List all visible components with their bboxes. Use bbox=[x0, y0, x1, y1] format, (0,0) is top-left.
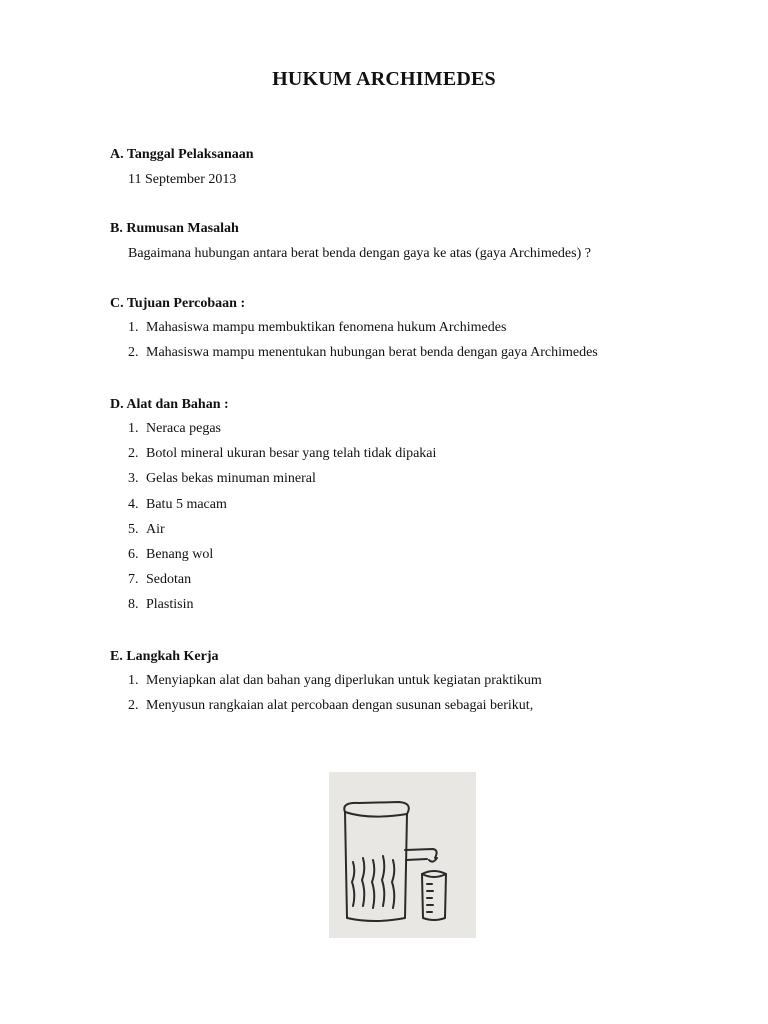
list-item-text: Sedotan bbox=[146, 572, 192, 588]
section-langkah-kerja bbox=[110, 648, 542, 722]
list-item-number: 1. bbox=[128, 673, 139, 688]
list-item-number: 2. bbox=[128, 446, 139, 462]
page-title: HUKUM ARCHIMEDES bbox=[272, 68, 496, 90]
section-tujuan-percobaan bbox=[110, 295, 598, 369]
list-item-number: 5. bbox=[128, 521, 139, 537]
list-item-text: Gelas bekas minuman mineral bbox=[146, 471, 316, 487]
list-item-number: 7. bbox=[128, 572, 139, 588]
list-item bbox=[128, 445, 436, 463]
section-heading: C. Tujuan Percobaan : bbox=[110, 296, 246, 311]
list-item-number: 6. bbox=[128, 546, 139, 562]
list-item bbox=[128, 596, 436, 614]
list-item bbox=[128, 420, 436, 438]
list-tujuan bbox=[128, 319, 598, 362]
section-alat-dan-bahan bbox=[110, 396, 436, 622]
list-item-text: Mahasiswa mampu menentukan hubungan berat benda dengan gaya Archimedes bbox=[146, 345, 598, 361]
list-item-text: Botol mineral ukuran besar yang telah tidak dipakai bbox=[146, 446, 437, 462]
list-item bbox=[128, 521, 436, 539]
list-item-number: 8. bbox=[128, 597, 139, 613]
list-item-number: 2. bbox=[128, 345, 139, 361]
list-item bbox=[128, 470, 436, 488]
list-item bbox=[128, 546, 436, 564]
list-item-text: Benang wol bbox=[146, 546, 214, 562]
list-item-text: Batu 5 macam bbox=[146, 496, 227, 512]
list-item bbox=[128, 672, 542, 690]
section-rumusan-masalah bbox=[110, 220, 591, 263]
spout-lower bbox=[406, 859, 427, 860]
section-heading: D. Alat dan Bahan : bbox=[110, 397, 229, 412]
list-item-number: 4. bbox=[128, 496, 139, 512]
list-item-text: Plastisin bbox=[146, 597, 194, 613]
spout-upper bbox=[405, 849, 437, 858]
list-item-text: Air bbox=[146, 521, 165, 537]
list-item bbox=[128, 319, 598, 337]
list-item bbox=[128, 496, 436, 514]
list-item bbox=[128, 571, 436, 589]
list-item-number: 1. bbox=[128, 421, 139, 436]
list-item bbox=[128, 344, 598, 362]
beaker-rim bbox=[422, 871, 446, 874]
list-item-number: 3. bbox=[128, 471, 139, 487]
section-text: 11 September 2013 bbox=[128, 172, 237, 187]
list-item bbox=[128, 697, 542, 715]
list-item-number: 1. bbox=[128, 320, 139, 335]
beaker-body bbox=[422, 874, 446, 920]
list-item-text: Menyusun rangkaian alat percobaan dengan susunan sebagai berikut, bbox=[146, 698, 534, 714]
list-alat-bahan bbox=[128, 420, 436, 614]
list-item-text: Neraca pegas bbox=[146, 421, 222, 436]
container-rim bbox=[344, 802, 409, 814]
apparatus-sketch-image bbox=[329, 772, 476, 938]
list-item-number: 2. bbox=[128, 698, 139, 714]
spout-tip bbox=[429, 858, 437, 862]
list-item-text: Mahasiswa mampu membuktikan fenomena hukum Archimedes bbox=[146, 320, 507, 335]
section-heading: A. Tanggal Pelaksanaan bbox=[110, 147, 254, 162]
apparatus-sketch-drawing bbox=[329, 772, 476, 938]
beaker-rim-front bbox=[422, 874, 446, 877]
section-heading: B. Rumusan Masalah bbox=[110, 221, 239, 236]
list-langkah-kerja bbox=[128, 672, 542, 715]
list-item-text: Menyiapkan alat dan bahan yang diperlukan untuk kegiatan praktikum bbox=[146, 673, 542, 688]
section-tanggal-pelaksanaan bbox=[110, 146, 254, 189]
container-rim-front bbox=[345, 812, 407, 817]
section-text: Bagaimana hubungan antara berat benda dengan gaya ke atas (gaya Archimedes) ? bbox=[128, 246, 591, 261]
section-heading: E. Langkah Kerja bbox=[110, 649, 219, 664]
